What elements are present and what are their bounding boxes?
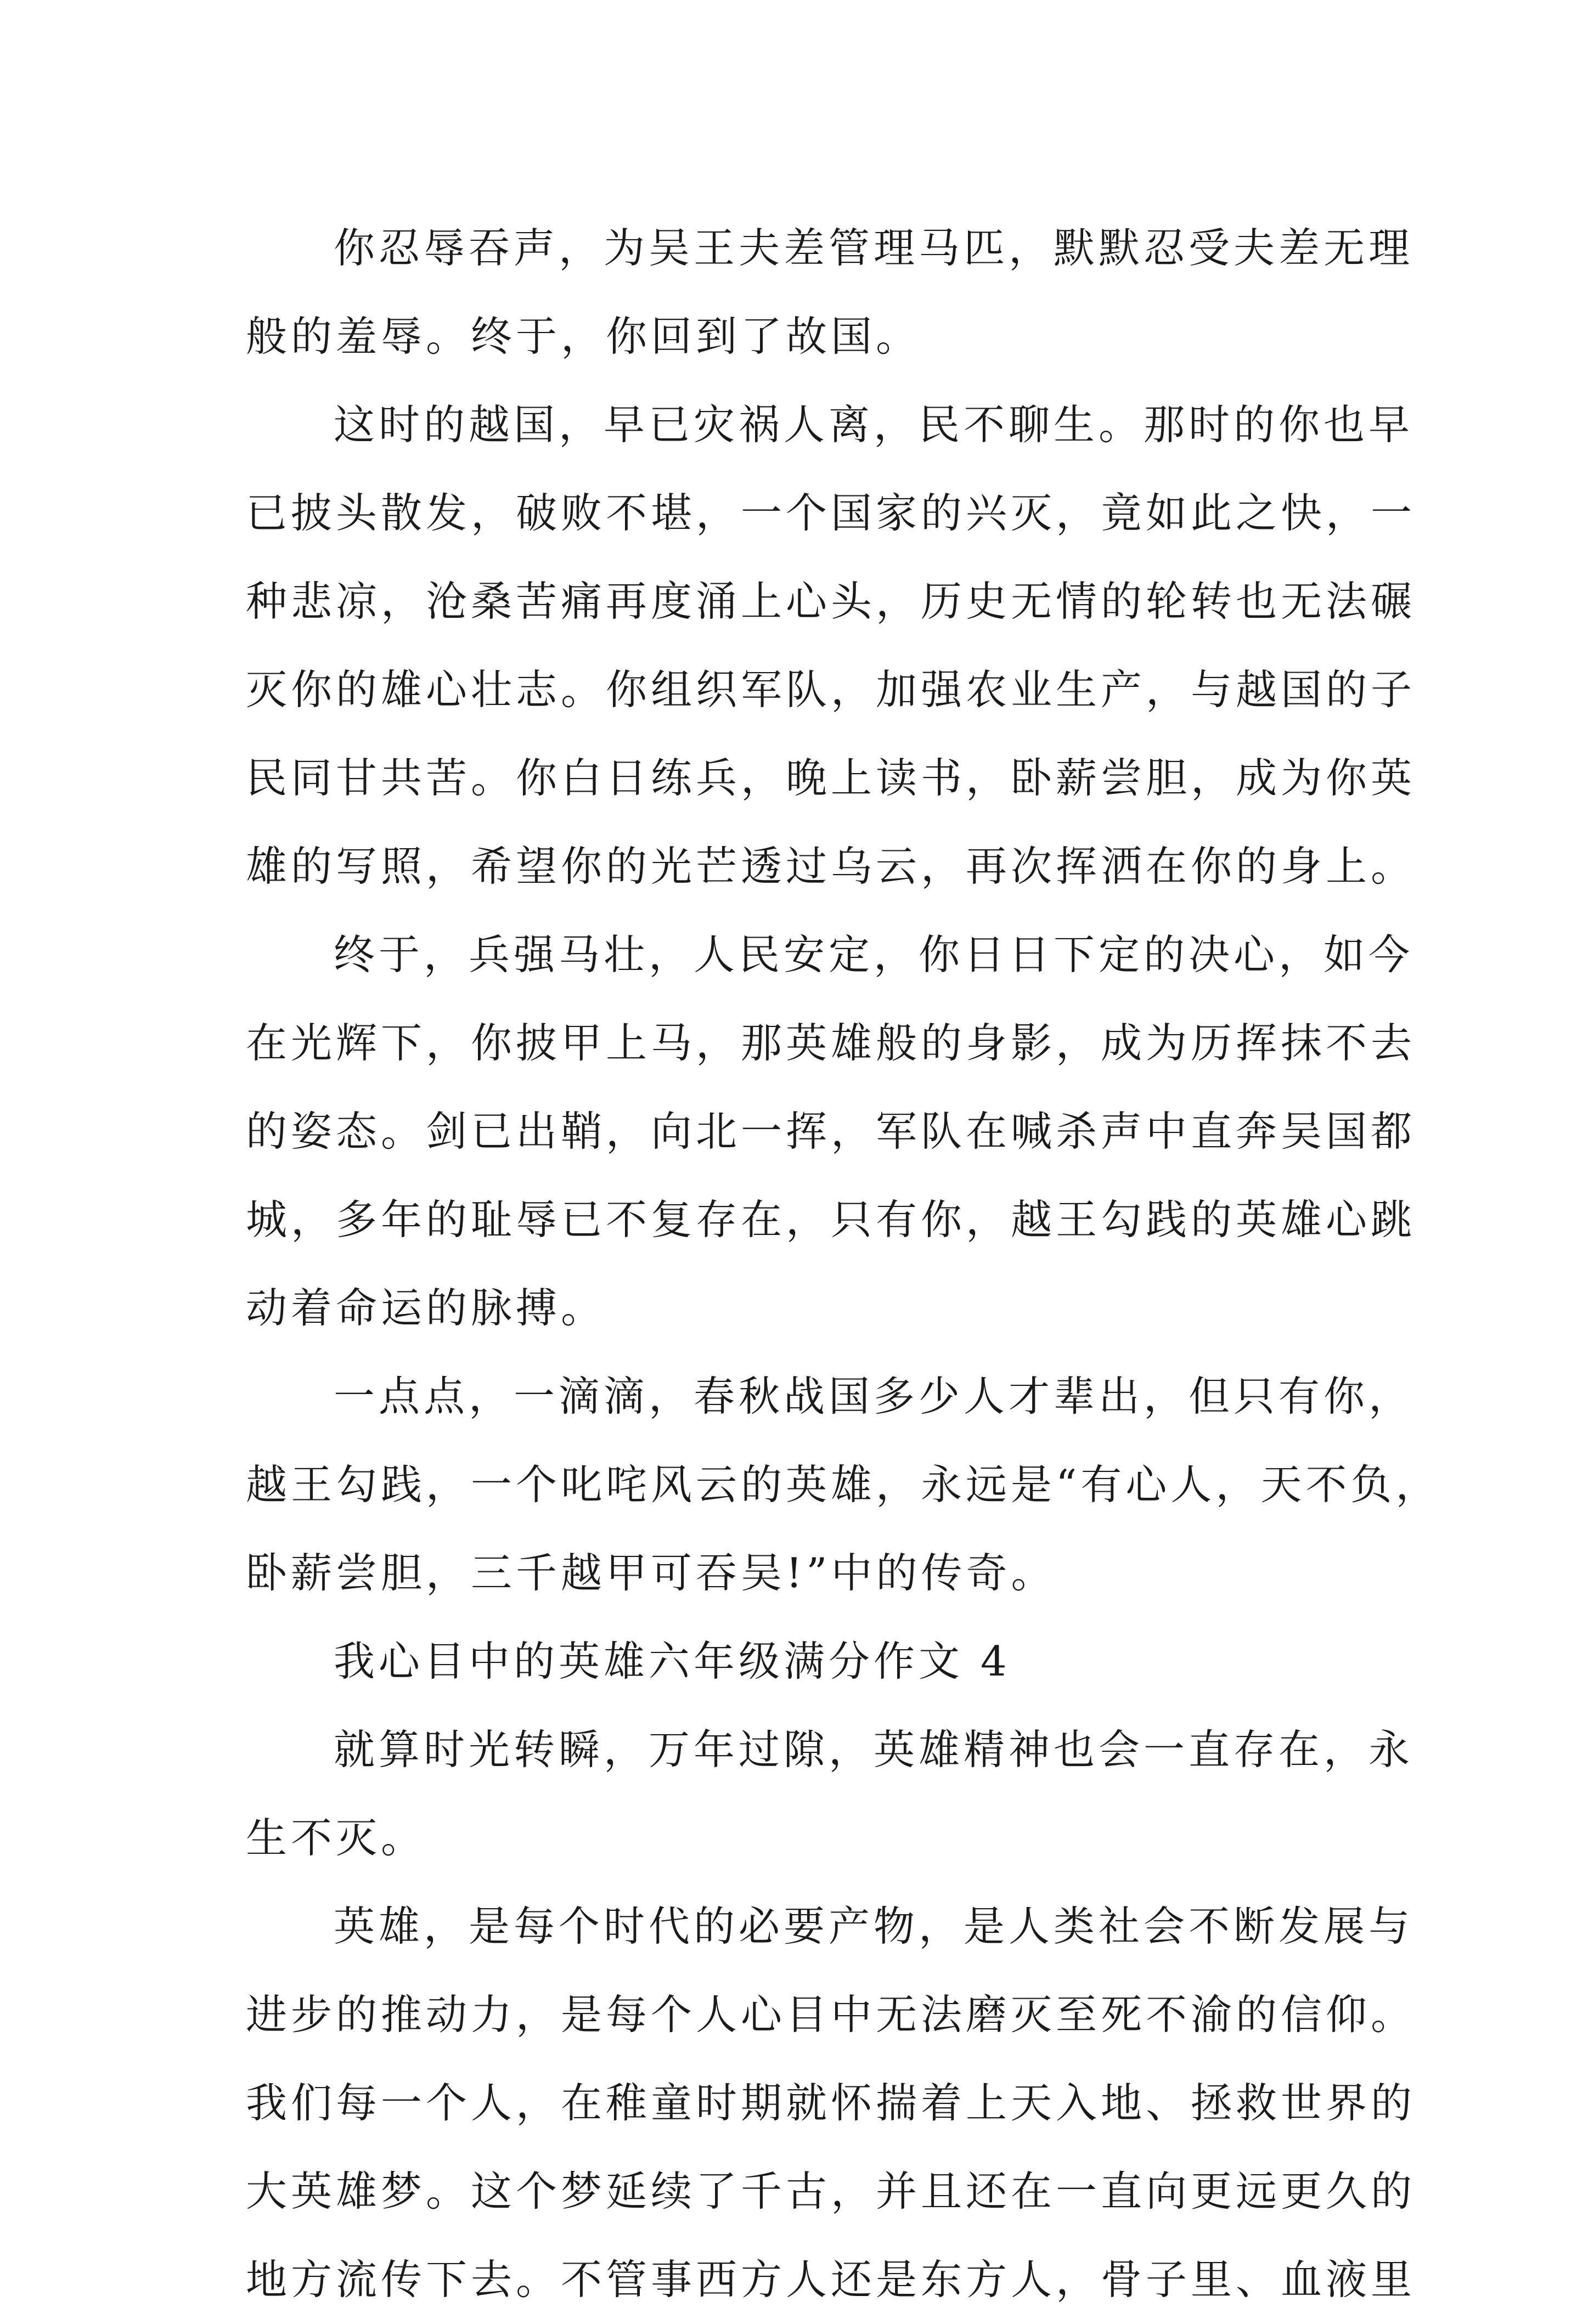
text-line: 动着命运的脉搏。 bbox=[246, 1284, 606, 1332]
text-line: 生不灭。 bbox=[246, 1814, 426, 1862]
text-line: 越王勾践，一个叱咤风云的英雄，永远是“有心人，天不负， bbox=[246, 1460, 1441, 1509]
text-line: 进步的推动力，是每个人心目中无法磨灭至死不渝的信仰。 bbox=[246, 1990, 1416, 2039]
text-line: 般的羞辱。终于，你回到了故国。 bbox=[246, 312, 921, 360]
text-line: 终于，兵强马壮，人民安定，你日日下定的决心，如今 bbox=[334, 930, 1414, 979]
text-line: 你忍辱吞声，为吴王夫差管理马匹，默默忍受夫差无理 bbox=[334, 224, 1414, 272]
text-line: 英雄，是每个时代的必要产物，是人类社会不断发展与 bbox=[334, 1902, 1414, 1950]
text-line: 城，多年的耻辱已不复存在，只有你，越王勾践的英雄心跳 bbox=[246, 1195, 1416, 1244]
text-line: 就算时光转瞬，万年过隙，英雄精神也会一直存在，永 bbox=[334, 1725, 1414, 1774]
essay-body bbox=[246, 204, 1441, 2324]
text-line: 已披头散发，破败不堪，一个国家的兴灭，竟如此之快，一 bbox=[246, 489, 1416, 537]
section-heading: 我心目中的英雄六年级满分作文 4 bbox=[334, 1637, 1011, 1685]
text-line: 种悲凉，沧桑苦痛再度涌上心头，历史无情的轮转也无法碾 bbox=[246, 577, 1416, 625]
text-line: 卧薪尝胆，三千越甲可吞吴!”中的传奇。 bbox=[246, 1549, 1056, 1597]
text-line: 我们每一个人，在稚童时期就怀揣着上天入地、拯救世界的 bbox=[246, 2079, 1416, 2127]
text-line: 一点点，一滴滴，春秋战国多少人才辈出，但只有你， bbox=[334, 1372, 1414, 1420]
text-line: 灭你的雄心壮志。你组织军队，加强农业生产，与越国的子 bbox=[246, 665, 1416, 714]
text-line: 民同甘共苦。你白日练兵，晚上读书，卧薪尝胆，成为你英 bbox=[246, 754, 1416, 802]
text-line: 这时的越国，早已灾祸人离，民不聊生。那时的你也早 bbox=[334, 401, 1414, 449]
text-line: 雄的写照，希望你的光芒透过乌云，再次挥洒在你的身上。 bbox=[246, 842, 1416, 890]
text-line: 大英雄梦。这个梦延续了千古，并且还在一直向更远更久的 bbox=[246, 2167, 1416, 2215]
text-line: 在光辉下，你披甲上马，那英雄般的身影，成为历挥抹不去 bbox=[246, 1019, 1416, 1067]
text-line: 地方流传下去。不管事西方人还是东方人，骨子里、血液里 bbox=[246, 2255, 1416, 2304]
text-line: 的姿态。剑已出鞘，向北一挥，军队在喊杀声中直奔吴国都 bbox=[246, 1107, 1416, 1155]
